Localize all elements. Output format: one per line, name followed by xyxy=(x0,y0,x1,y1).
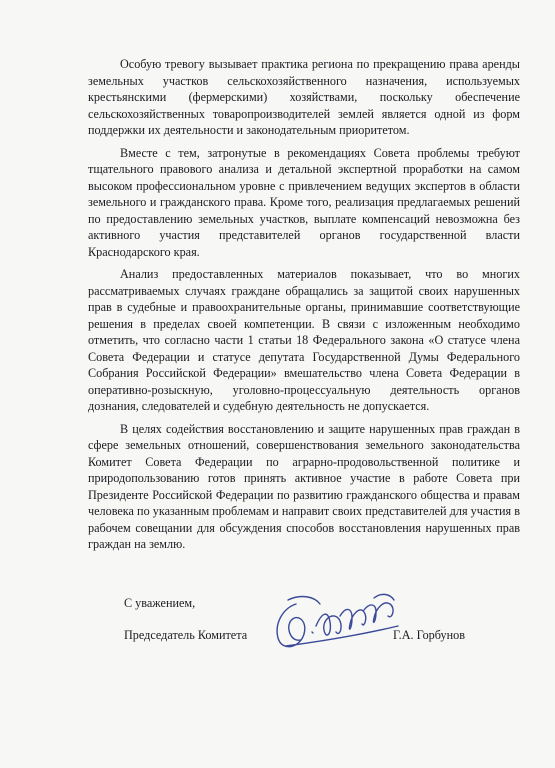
handwritten-signature-icon xyxy=(266,582,406,660)
paragraph-land-lease: Особую тревогу вызывает практика региона по прекращению права аренды земельных участков сельскохозяйственного назначения, используемых крестьянскими (фермерскими) хозяйствами, поскольку обеспечение сельскохозяйственных товаропроизводителей землей является одной из форм поддержки их деятельности и законодательным приоритетом. xyxy=(88,57,520,137)
paragraph-committee-participation: В целях содействия восстановлению и защите нарушенных прав граждан в сфере земельных отношений, совершенствования земельного законодательства Комитет Совета Федерации по аграрно-продовольственной политике и природопользованию готов принять активное участие в работе Совета при Президенте Российской Федерации по развитию гражданского общества и правам человека по указанным проблемам и направит своих представителей для участия в рабочем совещании для обсуждения способов восстановления нарушенных прав граждан на землю. xyxy=(88,421,520,551)
signer-name: Г.А. Горбунов xyxy=(393,628,465,642)
paragraph-materials-analysis: Анализ предоставленных материалов показывает, что во многих рассматриваемых случаях граждане обращались за защитой своих нарушенных прав в судебные и правоохранительные органы, принимавшие соответствующие решения в пределах своей компетенции. В связи с изложенным необходимо отметить, что согласно части 1 статьи 18 Федерального закона «О статусе члена Совета Федерации и статусе депутата Государственной Думы Федерального Собрания Российской Федерации» вмешательство члена Совета Федерации в оперативно-розыскную, уголовно-процессуальную деятельность органов дознания, следователей и судебную деятельность не допускается. xyxy=(88,267,520,413)
letter-body xyxy=(88,56,520,559)
signer-title: Председатель Комитета xyxy=(124,628,248,642)
paragraph-legal-analysis: Вместе с тем, затронутые в рекомендациях Совета проблемы требуют тщательного правового анализа и детальной экспертной проработки на самом высоком профессиональном уровне с привлечением ведущих экспертов в области земельного и гражданского права. Кроме того, реализация предлагаемых решений по предоставлению земельных участков, выплате компенсаций невозможна без активного участия представителей органов государственной власти Краснодарского края. xyxy=(88,145,520,259)
closing-salutation: С уважением, xyxy=(124,596,196,610)
